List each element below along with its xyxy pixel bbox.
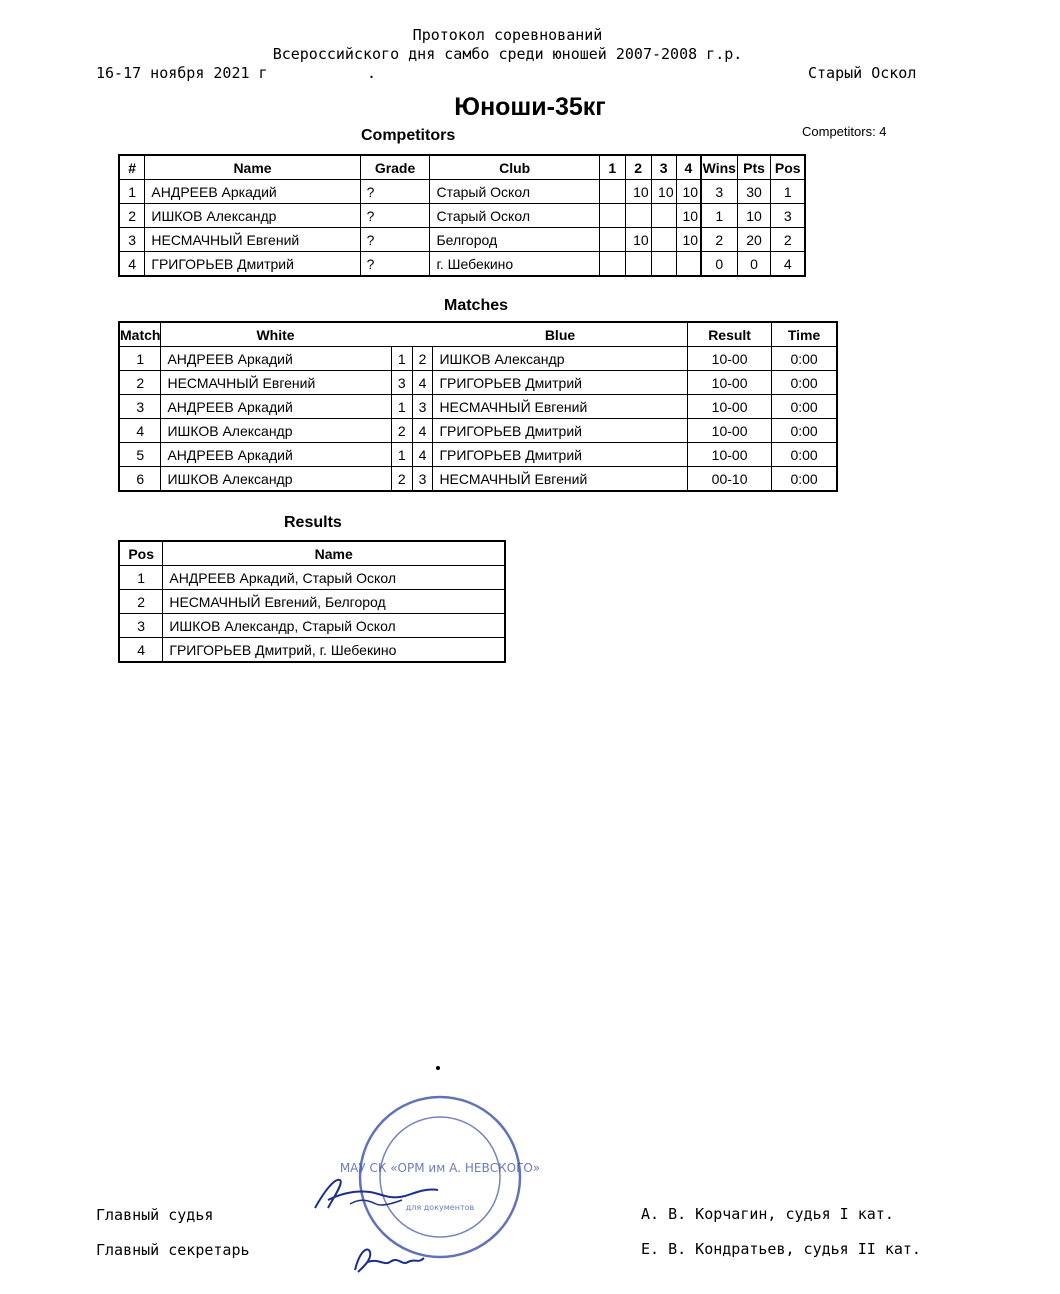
cell: 1 bbox=[119, 347, 161, 371]
cell: 10 bbox=[737, 204, 771, 228]
cell: 4 bbox=[771, 252, 805, 277]
cell: АНДРЕЕВ Аркадий bbox=[161, 395, 391, 419]
matches-title: Matches bbox=[444, 297, 509, 314]
table-row bbox=[119, 443, 837, 467]
col-header: 2 bbox=[625, 155, 651, 180]
competitors-title: Competitors bbox=[361, 127, 456, 144]
chief-secretary-name: Е. В. Кондратьев, судья II кат. bbox=[641, 1240, 921, 1258]
table-row bbox=[119, 347, 837, 371]
cell: 0:00 bbox=[772, 347, 837, 371]
cell: ГРИГОРЬЕВ Дмитрий bbox=[433, 443, 688, 467]
cell: 1 bbox=[701, 204, 737, 228]
cell: 2 bbox=[119, 590, 163, 614]
cell bbox=[625, 252, 651, 277]
cell: 2 bbox=[391, 467, 412, 492]
cell: 10 bbox=[676, 180, 701, 204]
cell bbox=[651, 204, 676, 228]
cell: 3 bbox=[701, 180, 737, 204]
chief-judge-name: А. В. Корчагин, судья I кат. bbox=[641, 1205, 894, 1223]
cell: 3 bbox=[412, 467, 433, 492]
cell: 4 bbox=[412, 443, 433, 467]
cell bbox=[651, 228, 676, 252]
cell: 4 bbox=[119, 252, 145, 277]
cell: 10 bbox=[625, 228, 651, 252]
cell: Старый Оскол bbox=[430, 180, 599, 204]
col-header: Pos bbox=[119, 541, 163, 566]
col-header: 3 bbox=[651, 155, 676, 180]
cell: 1 bbox=[391, 443, 412, 467]
stamp-bottom-text: для документов bbox=[405, 1203, 475, 1212]
col-header: Match bbox=[119, 322, 161, 347]
cell: НЕСМАЧНЫЙ Евгений bbox=[433, 395, 688, 419]
cell: 1 bbox=[119, 180, 145, 204]
results-table bbox=[118, 540, 506, 663]
cell: ? bbox=[360, 180, 430, 204]
cell: ГРИГОРЬЕВ Дмитрий bbox=[433, 419, 688, 443]
protocol-title: Протокол соревнований bbox=[412, 26, 603, 44]
table-row bbox=[119, 252, 805, 277]
cell bbox=[599, 180, 625, 204]
cell: 3 bbox=[119, 228, 145, 252]
stray-dot bbox=[436, 1066, 440, 1070]
col-header: Grade bbox=[360, 155, 430, 180]
table-row bbox=[119, 419, 837, 443]
cell bbox=[599, 228, 625, 252]
cell: 3 bbox=[771, 204, 805, 228]
cell: АНДРЕЕВ Аркадий, Старый Оскол bbox=[163, 566, 505, 590]
cell: 2 bbox=[391, 419, 412, 443]
event-city: Старый Оскол bbox=[808, 64, 917, 82]
cell: 1 bbox=[391, 347, 412, 371]
cell: 10 bbox=[651, 180, 676, 204]
cell bbox=[651, 252, 676, 277]
chief-secretary-label: Главный секретарь bbox=[96, 1241, 250, 1259]
cell: 3 bbox=[412, 395, 433, 419]
header-dot: . bbox=[367, 64, 377, 82]
cell: 0:00 bbox=[772, 371, 837, 395]
cell: 10-00 bbox=[688, 347, 772, 371]
col-header: Pts bbox=[737, 155, 771, 180]
event-title: Всероссийского дня самбо среди юношей 2007-2008 г.р. bbox=[272, 45, 743, 63]
table-row bbox=[119, 590, 505, 614]
cell: ГРИГОРЬЕВ Дмитрий, г. Шебекино bbox=[163, 638, 505, 663]
table-row bbox=[119, 395, 837, 419]
cell: 3 bbox=[119, 395, 161, 419]
cell: 1 bbox=[119, 566, 163, 590]
cell: ИШКОВ Александр, Старый Оскол bbox=[163, 614, 505, 638]
cell: г. Шебекино bbox=[430, 252, 599, 277]
cell: АНДРЕЕВ Аркадий bbox=[161, 443, 391, 467]
matches-table bbox=[118, 321, 838, 492]
cell: 4 bbox=[412, 419, 433, 443]
matches-header-row bbox=[119, 322, 837, 347]
cell: НЕСМАЧНЫЙ Евгений bbox=[433, 467, 688, 492]
weight-category: Юноши-35кг bbox=[454, 93, 606, 121]
col-header: White bbox=[161, 322, 433, 347]
col-header: Name bbox=[163, 541, 505, 566]
cell: 10-00 bbox=[688, 371, 772, 395]
cell: 0 bbox=[701, 252, 737, 277]
chief-judge-signature bbox=[310, 1170, 450, 1220]
cell: 6 bbox=[119, 467, 161, 492]
table-row bbox=[119, 566, 505, 590]
col-header: Wins bbox=[701, 155, 737, 180]
competitors-count: Competitors: 4 bbox=[802, 124, 887, 139]
cell: 30 bbox=[737, 180, 771, 204]
results-header-row bbox=[119, 541, 505, 566]
cell: 00-10 bbox=[688, 467, 772, 492]
cell: 0:00 bbox=[772, 467, 837, 492]
cell: 3 bbox=[119, 614, 163, 638]
event-date: 16-17 ноября 2021 г bbox=[96, 64, 268, 82]
cell: ИШКОВ Александр bbox=[161, 419, 391, 443]
cell: 10 bbox=[676, 228, 701, 252]
cell: НЕСМАЧНЫЙ Евгений, Белгород bbox=[163, 590, 505, 614]
cell: 2 bbox=[771, 228, 805, 252]
cell: 2 bbox=[119, 371, 161, 395]
competitors-table bbox=[118, 154, 806, 277]
cell: 1 bbox=[391, 395, 412, 419]
cell: ГРИГОРЬЕВ Дмитрий bbox=[145, 252, 360, 277]
cell: ИШКОВ Александр bbox=[161, 467, 391, 492]
stamp-center-text: МАУ СК «ОРМ им А. НЕВСКОГО» bbox=[339, 1161, 541, 1175]
cell: 2 bbox=[701, 228, 737, 252]
col-header: Blue bbox=[433, 322, 688, 347]
cell: 2 bbox=[412, 347, 433, 371]
cell: Старый Оскол bbox=[430, 204, 599, 228]
cell: ? bbox=[360, 228, 430, 252]
cell bbox=[599, 204, 625, 228]
table-row bbox=[119, 614, 505, 638]
cell bbox=[676, 252, 701, 277]
chief-judge-label: Главный судья bbox=[96, 1206, 214, 1224]
cell: 4 bbox=[119, 419, 161, 443]
table-row bbox=[119, 638, 505, 663]
cell: НЕСМАЧНЫЙ Евгений bbox=[161, 371, 391, 395]
col-header: Pos bbox=[771, 155, 805, 180]
cell: 4 bbox=[119, 638, 163, 663]
cell: 5 bbox=[119, 443, 161, 467]
cell bbox=[599, 252, 625, 277]
table-row bbox=[119, 180, 805, 204]
col-header: Result bbox=[688, 322, 772, 347]
cell: ? bbox=[360, 252, 430, 277]
cell: ИШКОВ Александр bbox=[433, 347, 688, 371]
cell: 10-00 bbox=[688, 419, 772, 443]
col-header: Club bbox=[430, 155, 599, 180]
col-header: 1 bbox=[599, 155, 625, 180]
cell: АНДРЕЕВ Аркадий bbox=[161, 347, 391, 371]
cell: 2 bbox=[119, 204, 145, 228]
competitors-header-row bbox=[119, 155, 805, 180]
table-row bbox=[119, 204, 805, 228]
cell: 10-00 bbox=[688, 395, 772, 419]
cell: 10 bbox=[676, 204, 701, 228]
col-header: Time bbox=[772, 322, 837, 347]
chief-secretary-signature bbox=[350, 1240, 430, 1280]
cell bbox=[625, 204, 651, 228]
cell: 0:00 bbox=[772, 419, 837, 443]
cell: НЕСМАЧНЫЙ Евгений bbox=[145, 228, 360, 252]
cell: 20 bbox=[737, 228, 771, 252]
cell: 1 bbox=[771, 180, 805, 204]
cell: ? bbox=[360, 204, 430, 228]
cell: 0:00 bbox=[772, 443, 837, 467]
table-row bbox=[119, 228, 805, 252]
col-header: 4 bbox=[676, 155, 701, 180]
results-title: Results bbox=[284, 514, 342, 531]
col-header: # bbox=[119, 155, 145, 180]
cell: Белгород bbox=[430, 228, 599, 252]
cell: АНДРЕЕВ Аркадий bbox=[145, 180, 360, 204]
cell: 0:00 bbox=[772, 395, 837, 419]
cell: 0 bbox=[737, 252, 771, 277]
cell: 10 bbox=[625, 180, 651, 204]
cell: 3 bbox=[391, 371, 412, 395]
cell: ИШКОВ Александр bbox=[145, 204, 360, 228]
table-row bbox=[119, 371, 837, 395]
cell: 10-00 bbox=[688, 443, 772, 467]
cell: ГРИГОРЬЕВ Дмитрий bbox=[433, 371, 688, 395]
cell: 4 bbox=[412, 371, 433, 395]
table-row bbox=[119, 467, 837, 492]
col-header: Name bbox=[145, 155, 360, 180]
